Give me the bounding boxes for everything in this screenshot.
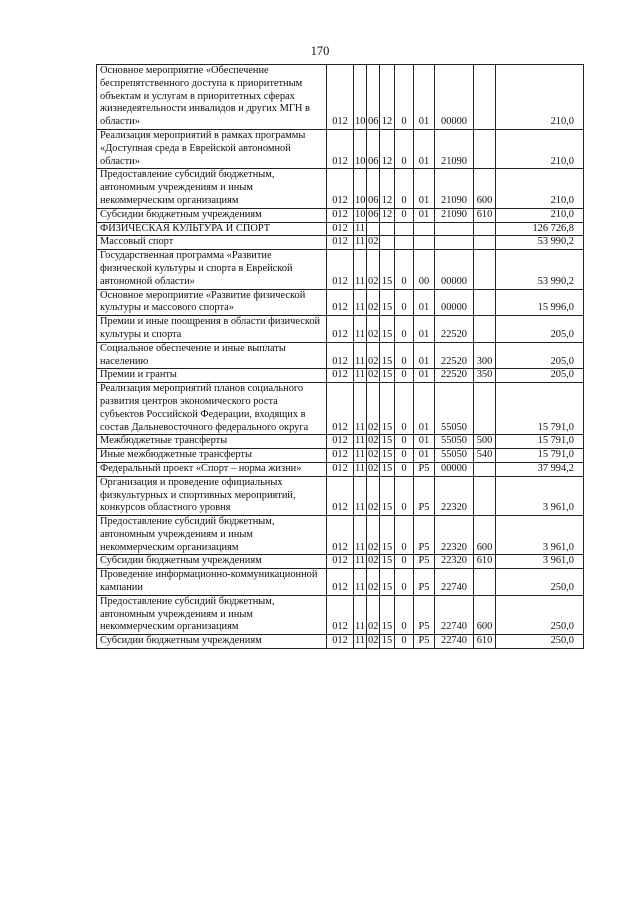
amount-cell: 210,0 (496, 169, 584, 208)
program-code-cell (380, 222, 395, 236)
table-row (97, 383, 584, 435)
subprogram-code-cell: 0 (395, 65, 414, 130)
expense-type-cell: 610 (474, 555, 496, 569)
direction-code-cell: 22520 (435, 316, 474, 343)
direction-code-cell: 00000 (435, 289, 474, 316)
table-row (97, 449, 584, 463)
expense-type-cell (474, 462, 496, 476)
expense-type-cell (474, 383, 496, 435)
activity-code-cell: P5 (414, 555, 435, 569)
amount-cell: 210,0 (496, 208, 584, 222)
subprogram-code-cell: 0 (395, 250, 414, 289)
subsection-code-cell: 02 (367, 236, 380, 250)
program-code-cell: 15 (380, 289, 395, 316)
expense-name-cell: Предоставление субсидий бюджетным, автономным учреждениям и иным некоммерческим организациям (97, 169, 327, 208)
section-code-cell: 11 (354, 316, 367, 343)
subsection-code-cell: 02 (367, 476, 380, 515)
table-row (97, 222, 584, 236)
amount-cell: 15 996,0 (496, 289, 584, 316)
amount-cell: 53 990,2 (496, 236, 584, 250)
activity-code-cell: 01 (414, 208, 435, 222)
section-code-cell: 11 (354, 369, 367, 383)
expense-name-cell: Проведение информационно-коммуникационной кампании (97, 569, 327, 596)
expense-name-cell: Премии и иные поощрения в области физической культуры и спорта (97, 316, 327, 343)
program-code-cell: 15 (380, 635, 395, 649)
direction-code-cell: 22320 (435, 516, 474, 555)
activity-code-cell: 01 (414, 435, 435, 449)
ministry-code-cell: 012 (327, 250, 354, 289)
program-code-cell: 15 (380, 476, 395, 515)
ministry-code-cell: 012 (327, 476, 354, 515)
direction-code-cell (435, 236, 474, 250)
table-row (97, 289, 584, 316)
expense-name-cell: Субсидии бюджетным учреждениям (97, 555, 327, 569)
amount-cell: 15 791,0 (496, 383, 584, 435)
table-row (97, 316, 584, 343)
expense-type-cell (474, 222, 496, 236)
activity-code-cell: 01 (414, 449, 435, 463)
amount-cell: 250,0 (496, 569, 584, 596)
ministry-code-cell: 012 (327, 129, 354, 168)
expense-name-cell: Реализация мероприятий в рамках программы «Доступная среда в Еврейской автономной области» (97, 129, 327, 168)
program-code-cell: 15 (380, 435, 395, 449)
subprogram-code-cell (395, 236, 414, 250)
direction-code-cell: 22520 (435, 342, 474, 369)
ministry-code-cell: 012 (327, 369, 354, 383)
ministry-code-cell: 012 (327, 222, 354, 236)
direction-code-cell: 22320 (435, 555, 474, 569)
expense-name-cell: Иные межбюджетные трансферты (97, 449, 327, 463)
table-row (97, 569, 584, 596)
section-code-cell: 11 (354, 383, 367, 435)
subsection-code-cell: 06 (367, 129, 380, 168)
activity-code-cell: 01 (414, 369, 435, 383)
direction-code-cell: 55050 (435, 435, 474, 449)
subsection-code-cell: 02 (367, 383, 380, 435)
subsection-code-cell: 06 (367, 169, 380, 208)
ministry-code-cell: 012 (327, 435, 354, 449)
expense-type-cell: 540 (474, 449, 496, 463)
amount-cell: 210,0 (496, 65, 584, 130)
subsection-code-cell: 02 (367, 595, 380, 634)
page-number: 170 (310, 44, 330, 58)
amount-cell: 53 990,2 (496, 250, 584, 289)
program-code-cell: 15 (380, 595, 395, 634)
expense-name-cell: Основное мероприятие «Развитие физической культуры и массового спорта» (97, 289, 327, 316)
subprogram-code-cell: 0 (395, 169, 414, 208)
expense-type-cell (474, 316, 496, 343)
amount-cell: 126 726,8 (496, 222, 584, 236)
activity-code-cell: P5 (414, 569, 435, 596)
expense-type-cell: 300 (474, 342, 496, 369)
amount-cell: 205,0 (496, 316, 584, 343)
table-row (97, 435, 584, 449)
amount-cell: 205,0 (496, 342, 584, 369)
activity-code-cell: 01 (414, 169, 435, 208)
direction-code-cell: 21090 (435, 129, 474, 168)
activity-code-cell: P5 (414, 462, 435, 476)
activity-code-cell: P5 (414, 476, 435, 515)
subsection-code-cell: 06 (367, 65, 380, 130)
direction-code-cell: 21090 (435, 208, 474, 222)
table-row (97, 129, 584, 168)
section-code-cell: 11 (354, 449, 367, 463)
expense-type-cell: 600 (474, 595, 496, 634)
expense-name-cell: Межбюджетные трансферты (97, 435, 327, 449)
program-code-cell: 15 (380, 569, 395, 596)
expense-name-cell: ФИЗИЧЕСКАЯ КУЛЬТУРА И СПОРТ (97, 222, 327, 236)
section-code-cell: 11 (354, 595, 367, 634)
subprogram-code-cell: 0 (395, 316, 414, 343)
expense-name-cell: Реализация мероприятий планов социального развития центров экономического роста субъектов Российской Федерации, входящих в состав Дальневосточного федерального округа (97, 383, 327, 435)
expense-type-cell (474, 476, 496, 515)
subsection-code-cell: 02 (367, 516, 380, 555)
table-row (97, 595, 584, 634)
amount-cell: 15 791,0 (496, 435, 584, 449)
section-code-cell: 11 (354, 516, 367, 555)
amount-cell: 3 961,0 (496, 476, 584, 515)
activity-code-cell (414, 222, 435, 236)
expense-name-cell: Субсидии бюджетным учреждениям (97, 208, 327, 222)
expense-name-cell: Предоставление субсидий бюджетным, автономным учреждениям и иным некоммерческим организациям (97, 516, 327, 555)
program-code-cell: 15 (380, 383, 395, 435)
subprogram-code-cell: 0 (395, 569, 414, 596)
activity-code-cell (414, 236, 435, 250)
table-row (97, 462, 584, 476)
ministry-code-cell: 012 (327, 383, 354, 435)
ministry-code-cell: 012 (327, 462, 354, 476)
amount-cell: 205,0 (496, 369, 584, 383)
subsection-code-cell: 02 (367, 449, 380, 463)
table-row (97, 476, 584, 515)
table-row (97, 236, 584, 250)
direction-code-cell: 00000 (435, 462, 474, 476)
activity-code-cell: 01 (414, 129, 435, 168)
ministry-code-cell: 012 (327, 169, 354, 208)
ministry-code-cell: 012 (327, 595, 354, 634)
subsection-code-cell: 02 (367, 555, 380, 569)
ministry-code-cell: 012 (327, 65, 354, 130)
program-code-cell: 15 (380, 316, 395, 343)
ministry-code-cell: 012 (327, 236, 354, 250)
section-code-cell: 11 (354, 435, 367, 449)
subsection-code-cell: 02 (367, 435, 380, 449)
section-code-cell: 11 (354, 250, 367, 289)
direction-code-cell: 22520 (435, 369, 474, 383)
subsection-code-cell: 06 (367, 208, 380, 222)
section-code-cell: 11 (354, 289, 367, 316)
budget-table (96, 64, 584, 649)
subsection-code-cell: 02 (367, 635, 380, 649)
subsection-code-cell: 02 (367, 569, 380, 596)
activity-code-cell: P5 (414, 595, 435, 634)
program-code-cell: 15 (380, 250, 395, 289)
ministry-code-cell: 012 (327, 635, 354, 649)
program-code-cell: 15 (380, 462, 395, 476)
section-code-cell: 11 (354, 222, 367, 236)
expense-name-cell: Массовый спорт (97, 236, 327, 250)
section-code-cell: 11 (354, 635, 367, 649)
amount-cell: 250,0 (496, 595, 584, 634)
program-code-cell: 12 (380, 129, 395, 168)
expense-name-cell: Премии и гранты (97, 369, 327, 383)
expense-type-cell: 610 (474, 635, 496, 649)
direction-code-cell (435, 222, 474, 236)
ministry-code-cell: 012 (327, 569, 354, 596)
program-code-cell: 12 (380, 169, 395, 208)
activity-code-cell: 01 (414, 342, 435, 369)
activity-code-cell: 01 (414, 383, 435, 435)
direction-code-cell: 22740 (435, 635, 474, 649)
program-code-cell: 15 (380, 449, 395, 463)
ministry-code-cell: 012 (327, 316, 354, 343)
direction-code-cell: 00000 (435, 250, 474, 289)
subprogram-code-cell: 0 (395, 208, 414, 222)
ministry-code-cell: 012 (327, 289, 354, 316)
expense-name-cell: Социальное обеспечение и иные выплаты населению (97, 342, 327, 369)
ministry-code-cell: 012 (327, 342, 354, 369)
expense-type-cell: 600 (474, 169, 496, 208)
expense-type-cell (474, 569, 496, 596)
section-code-cell: 10 (354, 208, 367, 222)
table-row (97, 169, 584, 208)
subprogram-code-cell: 0 (395, 383, 414, 435)
table-row (97, 635, 584, 649)
expense-name-cell: Предоставление субсидий бюджетным, автономным учреждениям и иным некоммерческим организациям (97, 595, 327, 634)
subprogram-code-cell: 0 (395, 555, 414, 569)
ministry-code-cell: 012 (327, 449, 354, 463)
expense-type-cell (474, 129, 496, 168)
expense-type-cell (474, 236, 496, 250)
subprogram-code-cell: 0 (395, 516, 414, 555)
table-row (97, 208, 584, 222)
activity-code-cell: 01 (414, 316, 435, 343)
subprogram-code-cell: 0 (395, 289, 414, 316)
program-code-cell: 15 (380, 342, 395, 369)
subsection-code-cell: 02 (367, 342, 380, 369)
table-row (97, 342, 584, 369)
amount-cell: 210,0 (496, 129, 584, 168)
direction-code-cell: 22320 (435, 476, 474, 515)
expense-type-cell (474, 289, 496, 316)
program-code-cell (380, 236, 395, 250)
expense-type-cell: 610 (474, 208, 496, 222)
expense-name-cell: Субсидии бюджетным учреждениям (97, 635, 327, 649)
program-code-cell: 12 (380, 65, 395, 130)
direction-code-cell: 21090 (435, 169, 474, 208)
expense-name-cell: Основное мероприятие «Обеспечение беспрепятственного доступа к приоритетным объектам и услугам в приоритетных сферах жизнедеятельности инвалидов и других МГН в области» (97, 65, 327, 130)
expense-name-cell: Организация и проведение официальных физкультурных и спортивных мероприятий, конкурсов областного уровня (97, 476, 327, 515)
ministry-code-cell: 012 (327, 516, 354, 555)
section-code-cell: 11 (354, 476, 367, 515)
subsection-code-cell: 02 (367, 289, 380, 316)
expense-type-cell: 500 (474, 435, 496, 449)
activity-code-cell: P5 (414, 635, 435, 649)
direction-code-cell: 55050 (435, 449, 474, 463)
section-code-cell: 11 (354, 462, 367, 476)
amount-cell: 15 791,0 (496, 449, 584, 463)
subprogram-code-cell: 0 (395, 435, 414, 449)
expense-type-cell (474, 65, 496, 130)
expense-type-cell: 600 (474, 516, 496, 555)
expense-type-cell: 350 (474, 369, 496, 383)
table-body (97, 65, 584, 649)
section-code-cell: 11 (354, 569, 367, 596)
activity-code-cell: 01 (414, 289, 435, 316)
program-code-cell: 12 (380, 208, 395, 222)
program-code-cell: 15 (380, 516, 395, 555)
expense-name-cell: Федеральный проект «Спорт – норма жизни» (97, 462, 327, 476)
expense-type-cell (474, 250, 496, 289)
expense-name-cell: Государственная программа «Развитие физической культуры и спорта в Еврейской автономной области» (97, 250, 327, 289)
section-code-cell: 10 (354, 65, 367, 130)
amount-cell: 3 961,0 (496, 516, 584, 555)
table-row (97, 516, 584, 555)
direction-code-cell: 22740 (435, 595, 474, 634)
subprogram-code-cell: 0 (395, 462, 414, 476)
subprogram-code-cell: 0 (395, 342, 414, 369)
amount-cell: 250,0 (496, 635, 584, 649)
table-row (97, 65, 584, 130)
amount-cell: 37 994,2 (496, 462, 584, 476)
section-code-cell: 10 (354, 129, 367, 168)
subprogram-code-cell: 0 (395, 635, 414, 649)
subprogram-code-cell (395, 222, 414, 236)
subsection-code-cell: 02 (367, 462, 380, 476)
subprogram-code-cell: 0 (395, 476, 414, 515)
section-code-cell: 11 (354, 342, 367, 369)
table-row (97, 369, 584, 383)
direction-code-cell: 55050 (435, 383, 474, 435)
ministry-code-cell: 012 (327, 555, 354, 569)
program-code-cell: 15 (380, 369, 395, 383)
table-row (97, 250, 584, 289)
subsection-code-cell (367, 222, 380, 236)
amount-cell: 3 961,0 (496, 555, 584, 569)
subsection-code-cell: 02 (367, 369, 380, 383)
subprogram-code-cell: 0 (395, 595, 414, 634)
subsection-code-cell: 02 (367, 316, 380, 343)
activity-code-cell: P5 (414, 516, 435, 555)
direction-code-cell: 00000 (435, 65, 474, 130)
subprogram-code-cell: 0 (395, 369, 414, 383)
section-code-cell: 11 (354, 236, 367, 250)
subprogram-code-cell: 0 (395, 129, 414, 168)
ministry-code-cell: 012 (327, 208, 354, 222)
program-code-cell: 15 (380, 555, 395, 569)
activity-code-cell: 01 (414, 65, 435, 130)
subsection-code-cell: 02 (367, 250, 380, 289)
subprogram-code-cell: 0 (395, 449, 414, 463)
section-code-cell: 10 (354, 169, 367, 208)
table-row (97, 555, 584, 569)
direction-code-cell: 22740 (435, 569, 474, 596)
section-code-cell: 11 (354, 555, 367, 569)
activity-code-cell: 00 (414, 250, 435, 289)
